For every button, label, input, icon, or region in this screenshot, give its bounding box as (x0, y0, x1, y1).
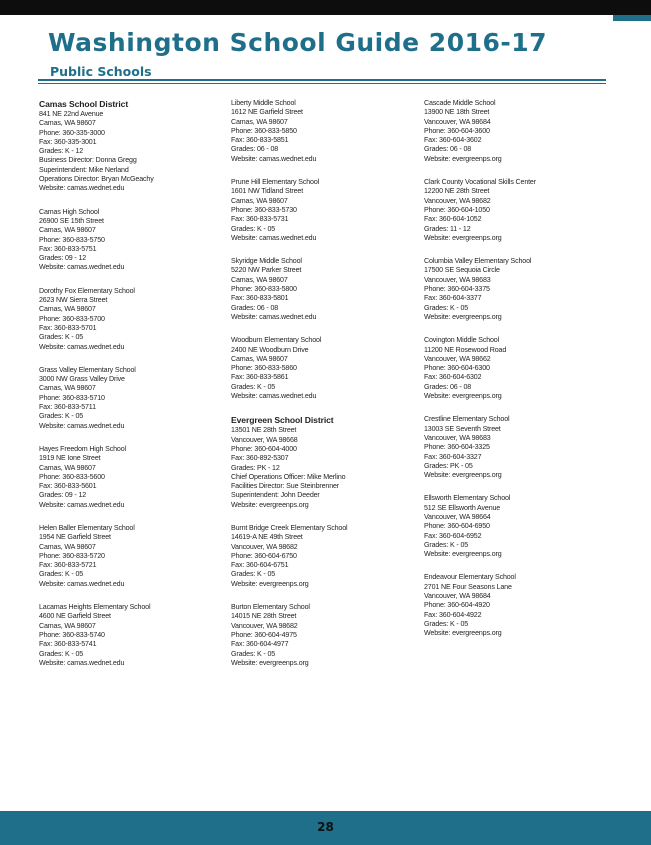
address-line: 5220 NW Parker Street (231, 266, 302, 275)
phone-line: Phone: 360-604-6750 (231, 551, 297, 560)
fax-line: Fax: 360-833-5851 (231, 136, 289, 145)
school-entry (424, 178, 604, 243)
school-name: Ellsworth Elementary School (424, 494, 511, 503)
phone-line: Phone: 360-833-5730 (231, 205, 297, 214)
fax-line: Fax: 360-833-5601 (39, 482, 97, 491)
school-entry (424, 415, 604, 480)
address-line: 11200 NE Rosewood Road (424, 345, 507, 354)
fax-line: Fax: 360-604-4922 (424, 610, 482, 619)
city-line: Vancouver, WA 98662 (424, 354, 491, 363)
phone-line: Phone: 360-604-4000 (231, 444, 297, 453)
fax-line: Fax: 360-833-5731 (231, 215, 289, 224)
school-name: Clark County Vocational Skills Center (424, 178, 536, 187)
school-name: Burton Elementary School (231, 603, 310, 612)
school-entry (39, 366, 219, 431)
city-line: Vancouver, WA 98684 (424, 117, 491, 126)
website-line: Website: evergreenps.org (424, 471, 502, 480)
city-line: Vancouver, WA 98684 (424, 592, 491, 601)
address-line: 12200 NE 28th Street (424, 187, 490, 196)
phone-line: Phone: 360-833-5700 (39, 314, 105, 323)
address-line: 841 NE 22nd Avenue (39, 110, 104, 118)
website-line: Website: camas.wednet.edu (39, 579, 125, 588)
grades-line: Grades: 06 - 08 (231, 303, 279, 312)
address-line: 4600 NE Garfield Street (39, 612, 111, 621)
grades-line: Grades: K - 05 (231, 570, 276, 579)
address-line: 1954 NE Garfield Street (39, 533, 111, 542)
city-line: Camas, WA 98607 (39, 542, 96, 551)
website-line: Website: camas.wednet.edu (39, 342, 125, 351)
fax-line: Fax: 360-604-3377 (424, 294, 482, 303)
school-entry (39, 603, 219, 668)
website-line: Website: evergreenps.org (424, 154, 502, 163)
website-line: Website: camas.wednet.edu (39, 658, 125, 667)
fax-line: Fax: 360-335-3001 (39, 137, 97, 146)
grades-line: Grades: K - 05 (39, 333, 84, 342)
grades-line: Grades: K - 05 (39, 570, 84, 579)
phone-line: Phone: 360-833-5740 (39, 630, 105, 639)
school-name: Liberty Middle School (231, 99, 296, 107)
phone-line: Phone: 360-833-5600 (39, 472, 105, 481)
city-line: Vancouver, WA 98682 (424, 196, 491, 205)
address-line: 1919 NE Ione Street (39, 454, 101, 463)
grades-line: Grades: 06 - 08 (424, 145, 472, 154)
fax-line: Fax: 360-833-5701 (39, 323, 97, 332)
city-line: Camas, WA 98607 (39, 226, 96, 235)
address-line: 1612 NE Garfield Street (231, 108, 303, 117)
grades-line: Grades: 06 - 08 (231, 145, 279, 154)
school-name: Columbia Valley Elementary School (424, 257, 532, 266)
city-line: Camas, WA 98607 (39, 305, 96, 314)
phone-line: Phone: 360-604-4975 (231, 630, 297, 639)
listing-column-1 (39, 99, 219, 682)
grades-line: Grades: PK - 12 (231, 463, 280, 472)
city-line: Vancouver, WA 98683 (424, 275, 491, 284)
contact-line: Facilities Director: Sue Steinbrenner (231, 482, 339, 491)
school-name: Woodburn Elementary School (231, 336, 322, 345)
phone-line: Phone: 360-833-5800 (231, 285, 297, 294)
city-line: Vancouver, WA 98664 (424, 512, 491, 521)
website-line: Website: evergreenps.org (424, 392, 502, 401)
school-name: Crestline Elementary School (424, 415, 510, 424)
grades-line: Grades: PK - 05 (424, 461, 473, 470)
website-line: Website: camas.wednet.edu (231, 154, 317, 163)
website-line: Website: camas.wednet.edu (39, 263, 125, 272)
page-number: 28 (317, 820, 334, 834)
phone-line: Phone: 360-604-6300 (424, 364, 490, 373)
address-line: 512 SE Ellsworth Avenue (424, 503, 501, 512)
address-line: 14015 NE 28th Street (231, 612, 297, 621)
page-subtitle: Public Schools (50, 64, 152, 79)
grades-line: Grades: K - 05 (424, 540, 469, 549)
city-line: Vancouver, WA 98668 (231, 435, 298, 444)
fax-line: Fax: 360-833-5741 (39, 640, 97, 649)
address-line: 26900 SE 15th Street (39, 216, 104, 225)
grades-line: Grades: 06 - 08 (424, 382, 472, 391)
school-entry (231, 603, 411, 668)
contact-line: Superintendent: Mike Nerland (39, 165, 129, 174)
address-line: 13003 SE Seventh Street (424, 424, 501, 433)
contact-line: Chief Operations Officer: Mike Merlino (231, 472, 346, 481)
grades-line: Grades: 11 - 12 (424, 224, 471, 233)
city-line: Camas, WA 98607 (39, 384, 96, 393)
website-line: Website: evergreenps.org (231, 579, 309, 588)
city-line: Camas, WA 98607 (39, 119, 96, 128)
website-line: Website: camas.wednet.edu (39, 500, 125, 509)
fax-line: Fax: 360-604-6952 (424, 531, 482, 540)
grades-line: Grades: K - 05 (39, 649, 84, 658)
district-name: Camas School District (39, 99, 129, 109)
top-black-bar (0, 0, 651, 15)
website-line: Website: camas.wednet.edu (231, 233, 317, 242)
phone-line: Phone: 360-833-5750 (39, 235, 105, 244)
address-line: 2623 NW Sierra Street (39, 296, 108, 305)
school-entry (39, 287, 219, 352)
school-name: Covington Middle School (424, 336, 500, 345)
header-rule-thick (38, 79, 606, 81)
address-line: 13501 NE 28th Street (231, 426, 297, 435)
fax-line: Fax: 360-604-6302 (424, 373, 482, 382)
listing-column-2 (231, 99, 411, 682)
website-line: Website: camas.wednet.edu (231, 392, 317, 401)
page-title: Washington School Guide 2016-17 (48, 28, 548, 57)
fax-line: Fax: 360-604-4977 (231, 640, 289, 649)
phone-line: Phone: 360-833-5860 (231, 364, 297, 373)
contact-line: Operations Director: Bryan McGeachy (39, 175, 154, 184)
district-entry (39, 99, 219, 194)
school-entry (424, 494, 604, 559)
website-line: Website: evergreenps.org (424, 550, 502, 559)
website-line: Website: camas.wednet.edu (231, 312, 317, 321)
school-name: Skyridge Middle School (231, 257, 302, 266)
website-line: Website: camas.wednet.edu (39, 184, 125, 193)
address-line: 3000 NW Grass Valley Drive (39, 375, 125, 384)
address-line: 14619-A NE 49th Street (231, 533, 303, 542)
school-entry (424, 336, 604, 401)
school-entry (231, 99, 411, 164)
listing-column-3 (424, 99, 604, 653)
address-line: 2701 NE Four Seasons Lane (424, 582, 512, 591)
school-name: Endeavour Elementary School (424, 573, 516, 582)
school-entry (231, 178, 411, 243)
grades-line: Grades: K - 05 (231, 224, 276, 233)
grades-line: Grades: K - 05 (231, 382, 276, 391)
phone-line: Phone: 360-833-5850 (231, 126, 297, 135)
school-name: Helen Baller Elementary School (39, 523, 135, 532)
fax-line: Fax: 360-833-5711 (39, 403, 96, 412)
website-line: Website: evergreenps.org (231, 658, 309, 667)
address-line: 13900 NE 18th Street (424, 108, 490, 117)
city-line: Vancouver, WA 98683 (424, 433, 491, 442)
header-rule-thin (38, 83, 606, 84)
contact-line: Business Director: Donna Gregg (39, 156, 137, 165)
fax-line: Fax: 360-833-5801 (231, 294, 289, 303)
phone-line: Phone: 360-833-5710 (39, 393, 105, 402)
website-line: Website: camas.wednet.edu (39, 421, 125, 430)
fax-line: Fax: 360-604-3602 (424, 136, 482, 145)
phone-line: Phone: 360-604-4920 (424, 601, 490, 610)
school-name: Dorothy Fox Elementary School (39, 286, 135, 295)
grades-line: Grades: K - 05 (424, 303, 469, 312)
address-line: 2400 NE Woodburn Drive (231, 345, 309, 354)
school-entry (424, 257, 604, 322)
city-line: Vancouver, WA 98682 (231, 542, 298, 551)
school-name: Camas High School (39, 207, 100, 216)
address-line: 17500 SE Sequoia Circle (424, 266, 500, 275)
phone-line: Phone: 360-833-5720 (39, 551, 105, 560)
grades-line: Grades: K - 05 (231, 649, 276, 658)
city-line: Camas, WA 98607 (231, 354, 288, 363)
phone-line: Phone: 360-604-3600 (424, 126, 490, 135)
fax-line: Fax: 360-833-5721 (39, 561, 97, 570)
school-name: Prune Hill Elementary School (231, 178, 320, 187)
district-name: Evergreen School District (231, 415, 334, 426)
top-accent-tab (613, 15, 651, 21)
fax-line: Fax: 360-833-5751 (39, 244, 97, 253)
phone-line: Phone: 360-604-1050 (424, 205, 490, 214)
city-line: Camas, WA 98607 (231, 196, 288, 205)
school-entry (39, 208, 219, 273)
fax-line: Fax: 360-604-6751 (231, 561, 289, 570)
school-name: Cascade Middle School (424, 99, 496, 107)
fax-line: Fax: 360-604-1052 (424, 215, 482, 224)
city-line: Camas, WA 98607 (39, 621, 96, 630)
school-entry (424, 573, 604, 638)
city-line: Camas, WA 98607 (39, 463, 96, 472)
school-name: Burnt Bridge Creek Elementary School (231, 523, 348, 532)
website-line: Website: evergreenps.org (424, 312, 502, 321)
fax-line: Fax: 360-604-3327 (424, 452, 482, 461)
website-line: Website: evergreenps.org (424, 233, 502, 242)
city-line: Vancouver, WA 98682 (231, 621, 298, 630)
grades-line: Grades: 09 - 12 (39, 491, 87, 500)
grades-line: Grades: K - 05 (424, 619, 469, 628)
phone-line: Phone: 360-604-3375 (424, 285, 490, 294)
school-name: Lacamas Heights Elementary School (39, 603, 151, 612)
city-line: Camas, WA 98607 (231, 117, 288, 126)
school-entry (39, 524, 219, 589)
school-name: Hayes Freedom High School (39, 444, 126, 453)
school-entry (231, 257, 411, 322)
website-line: Website: evergreenps.org (231, 500, 309, 509)
school-entry (39, 445, 219, 510)
grades-line: Grades: K - 05 (39, 412, 84, 421)
grades-line: Grades: 09 - 12 (39, 254, 87, 263)
fax-line: Fax: 360-892-5307 (231, 454, 289, 463)
school-name: Grass Valley Elementary School (39, 365, 136, 374)
school-entry (424, 99, 604, 164)
website-line: Website: evergreenps.org (424, 629, 502, 638)
address-line: 1601 NW Tidland Street (231, 187, 304, 196)
phone-line: Phone: 360-335-3000 (39, 128, 105, 137)
fax-line: Fax: 360-833-5861 (231, 373, 289, 382)
school-entry (231, 524, 411, 589)
phone-line: Phone: 360-604-3325 (424, 443, 490, 452)
school-entry (231, 336, 411, 401)
city-line: Camas, WA 98607 (231, 275, 288, 284)
contact-line: Superintendent: John Deeder (231, 491, 320, 500)
grades-line: Grades: K - 12 (39, 147, 84, 156)
district-entry (231, 415, 411, 510)
phone-line: Phone: 360-604-6950 (424, 522, 490, 531)
